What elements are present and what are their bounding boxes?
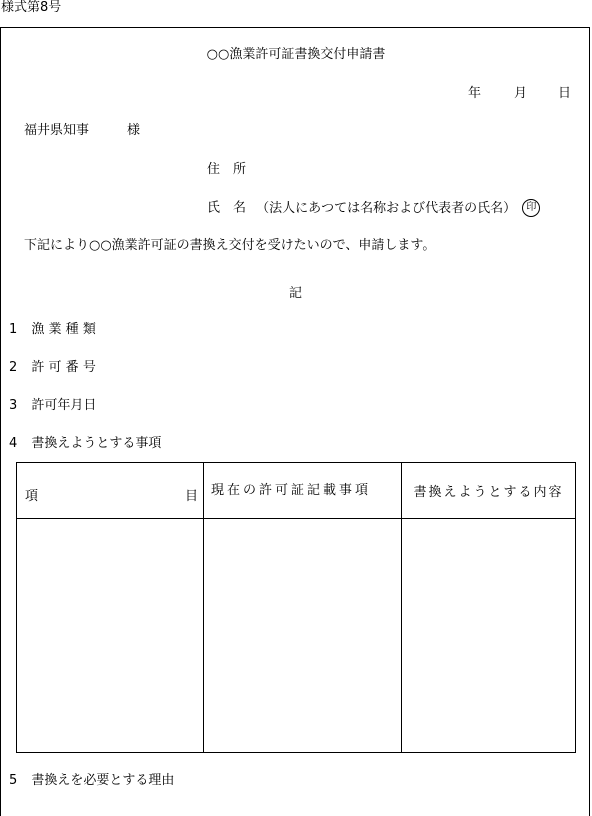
item-2 [9,361,96,374]
seal-mark: 印 [522,199,540,217]
header-new-content: 書換えようとする内容 [402,463,576,519]
ki-heading: 記 [289,286,303,301]
item-label: 書換えようとする事項 [31,436,162,451]
name-label: 氏 名 [207,200,247,216]
item-5 [9,774,174,787]
header-item-left: 項 [25,489,39,504]
date-day-label: 日 [558,86,572,101]
table-header-row [17,463,576,519]
cell-new-content[interactable] [402,519,576,753]
date-month-label: 月 [514,86,528,101]
form-number: 様式第8号 [1,0,62,15]
name-note: （法人にあつては名称および代表者の氏名） [256,200,517,216]
change-items-table [16,462,576,753]
body-text: 下記により○○漁業許可証の書換え交付を受けたいので、申請します。 [24,238,436,253]
item-number: 3 [9,398,18,413]
header-current-entry: 現在の許可証記載事項 [204,463,402,519]
item-1 [9,323,96,336]
cell-item[interactable] [17,519,204,753]
item-number: 4 [9,436,18,451]
addressee-honorific: 様 [127,123,141,138]
header-item [17,463,204,519]
item-label: 許可年月日 [31,398,97,413]
item-number: 1 [9,322,18,337]
item-4 [9,437,161,450]
table-row [17,519,576,753]
header-item-right: 目 [184,489,198,504]
item-3 [9,399,96,412]
applicant-name-line [207,199,540,217]
item-label: 許 可 番 号 [31,360,96,375]
item-label: 漁 業 種 類 [31,322,96,337]
cell-current-entry[interactable] [204,519,402,753]
form-title: ○○漁業許可証書換交付申請書 [206,47,386,62]
date-year-label: 年 [468,86,482,101]
item-number: 5 [9,773,18,788]
address-label: 住 所 [207,162,247,177]
item-label: 書換えを必要とする理由 [31,773,175,788]
addressee-name: 福井県知事 [24,123,90,138]
item-number: 2 [9,360,18,375]
